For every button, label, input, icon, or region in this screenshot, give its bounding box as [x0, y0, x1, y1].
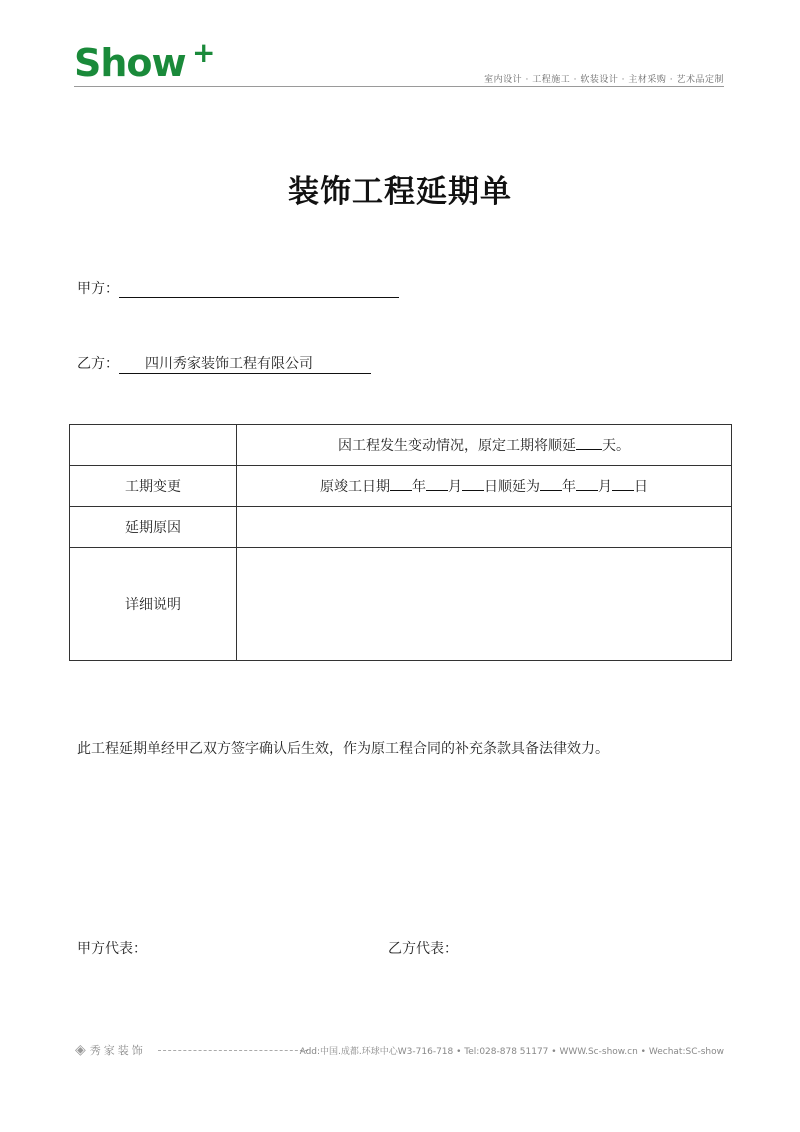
new-year-blank[interactable]: [540, 476, 562, 491]
logo-plus-icon: +: [192, 36, 215, 69]
year-label: 年: [562, 479, 576, 495]
party-a-blank[interactable]: [119, 281, 399, 298]
table-row: [70, 425, 732, 466]
original-year-blank[interactable]: [390, 476, 412, 491]
header-divider: [74, 86, 724, 87]
document-title: 装饰工程延期单: [288, 174, 512, 210]
delay-reason-label: 延期原因: [70, 507, 237, 548]
row1-content: [237, 425, 732, 466]
footer-brand: [75, 1042, 146, 1058]
month-label: 月: [448, 479, 462, 495]
extension-text-pre: 因工程发生变动情况，原定工期将顺延: [338, 438, 576, 454]
brand-diamond-icon: ◈: [75, 1042, 86, 1058]
party-b-company: 四川秀家装饰工程有限公司: [119, 355, 371, 374]
footer-contact: Add:中国.成都.环球中心W3-716-718 • Tel:028-878 51177 • WWW.Sc-show.cn • Wechat:SC-show: [299, 1047, 724, 1057]
extended-to-label: 日顺延为: [484, 479, 540, 495]
table-row: [70, 548, 732, 661]
extension-text-post: 天。: [602, 438, 630, 454]
delay-form-table: [69, 424, 732, 661]
footer-brand-text: 秀家装饰: [89, 1044, 146, 1057]
logo-text: Show: [74, 41, 186, 85]
party-a-label: 甲方：: [77, 281, 119, 297]
schedule-change-label: 工期变更: [70, 466, 237, 507]
party-a-line: [77, 278, 399, 298]
footer-divider: [158, 1050, 308, 1051]
services-tagline: 室内设计 · 工程施工 · 软装设计 · 主材采购 · 艺术品定制: [484, 75, 724, 85]
row1-label: [70, 425, 237, 466]
new-day-blank[interactable]: [612, 476, 634, 491]
details-field[interactable]: [237, 548, 732, 661]
day-label: 日: [634, 479, 648, 495]
party-b-representative: 乙方代表：: [388, 941, 458, 957]
legal-statement: 此工程延期单经甲乙双方签字确认后生效，作为原工程合同的补充条款具备法律效力。: [77, 741, 609, 757]
original-date-label: 原竣工日期: [320, 479, 390, 495]
month-label: 月: [598, 479, 612, 495]
table-row: [70, 507, 732, 548]
party-b-line: [77, 353, 371, 374]
table-row: [70, 466, 732, 507]
new-month-blank[interactable]: [576, 476, 598, 491]
extension-days-blank[interactable]: [576, 435, 602, 450]
schedule-change-content: [237, 466, 732, 507]
original-day-blank[interactable]: [462, 476, 484, 491]
original-month-blank[interactable]: [426, 476, 448, 491]
delay-reason-field[interactable]: [237, 507, 732, 548]
party-b-label: 乙方：: [77, 356, 119, 372]
show-logo: [74, 36, 215, 86]
party-a-representative: 甲方代表：: [77, 941, 147, 957]
year-label: 年: [412, 479, 426, 495]
details-label: 详细说明: [70, 548, 237, 661]
